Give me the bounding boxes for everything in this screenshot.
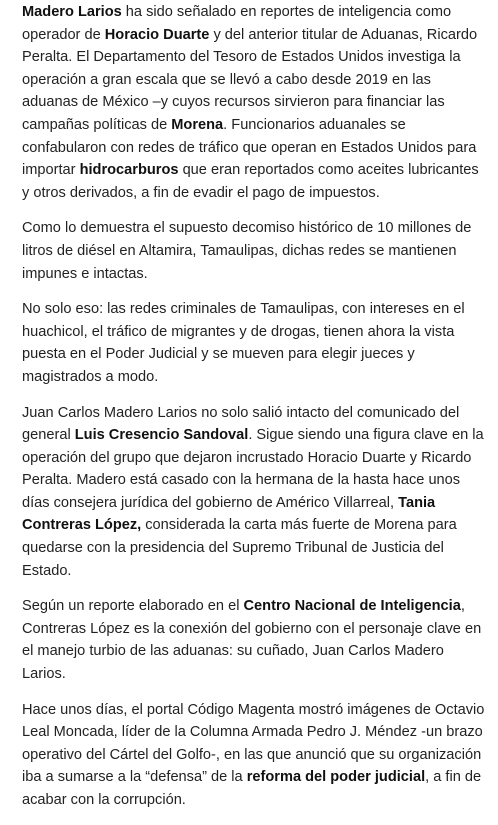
body-text: Según un reporte elaborado en el: [22, 598, 244, 615]
bold-text: Luis Cresencio Sandoval: [74, 427, 249, 444]
body-text: Hace unos días, el portal Código Magenta mostró imágenes de Octavio Leal Moncada, líder de la Columna Armada Pedro J. Méndez -un brazo operativo del Cártel del Golfo-, en las que anunció que su organización iba a sumarse a la “defensa” de la: [22, 701, 485, 786]
body-text: Juan Carlos Madero Larios no solo salió intacto del comunicado del general: [22, 404, 460, 444]
paragraph-5: [22, 595, 488, 685]
body-text: y del anterior titular de Aduanas, Ricardo Peralta. El Departamento del Tesoro de Estados Unidos investiga la operación a gran escala que se llevó a cabo desde 2019 en las aduanas de México –y cuyos recursos sirvieron para financiar las campañas políticas de: [22, 26, 478, 133]
bold-text: reforma del poder judicial: [246, 769, 426, 786]
bold-text: Madero Larios: [22, 4, 122, 20]
bold-text: hidrocarburos: [79, 162, 179, 179]
bold-text: Morena: [171, 116, 224, 133]
bold-text: Centro Nacional de Inteligencia: [243, 598, 461, 615]
body-text: , a fin de acabar con la corrupción.: [22, 769, 482, 808]
body-text: Como lo demuestra el supuesto decomiso histórico de 10 millones de litros de diésel en Altamira, Tamaulipas, dichas redes se mantienen impunes e intactas.: [22, 220, 472, 282]
paragraph-1: [22, 1, 488, 204]
body-text: considerada la carta más fuerte de Morena para quedarse con la presidencia del Supremo Tribunal de Justicia del Estado.: [22, 517, 457, 579]
body-text: ha sido señalado en reportes de inteligencia como operador de: [22, 4, 452, 43]
paragraph-4: [22, 402, 488, 583]
bold-text: Horacio Duarte: [104, 26, 210, 43]
body-text: . Sigue siendo una figura clave en la operación del grupo que dejaron incrustado Horacio Duarte y Ricardo Peralta. Madero está casado con la hermana de la hasta hace unos días consejera jurídica del gobierno de Américo Villarreal,: [22, 427, 484, 511]
body-text: , Contreras López es la conexión del gobierno con el personaje clave en el manejo turbio de las aduanas: su cuñado, Juan Carlos Madero Larios.: [22, 598, 482, 683]
bold-text: Tania Contreras López,: [22, 494, 436, 534]
body-text: que eran reportados como aceites lubricantes y otros derivados, a fin de evadir el pago de impuestos.: [22, 162, 479, 201]
paragraph-3: [22, 298, 488, 388]
article-body: [22, 0, 488, 825]
paragraph-2: [22, 217, 488, 285]
body-text: No solo eso: las redes criminales de Tamaulipas, con intereses en el huachicol, el tráfico de migrantes y de drogas, tienen ahora la vista puesta en el Poder Judicial y se mueven para elegir jueces y magistrados a modo.: [22, 301, 465, 385]
paragraph-6: [22, 699, 488, 812]
body-text: . Funcionarios aduanales se confabularon con redes de tráfico que operan en Estados Unidos para importar: [22, 116, 477, 179]
